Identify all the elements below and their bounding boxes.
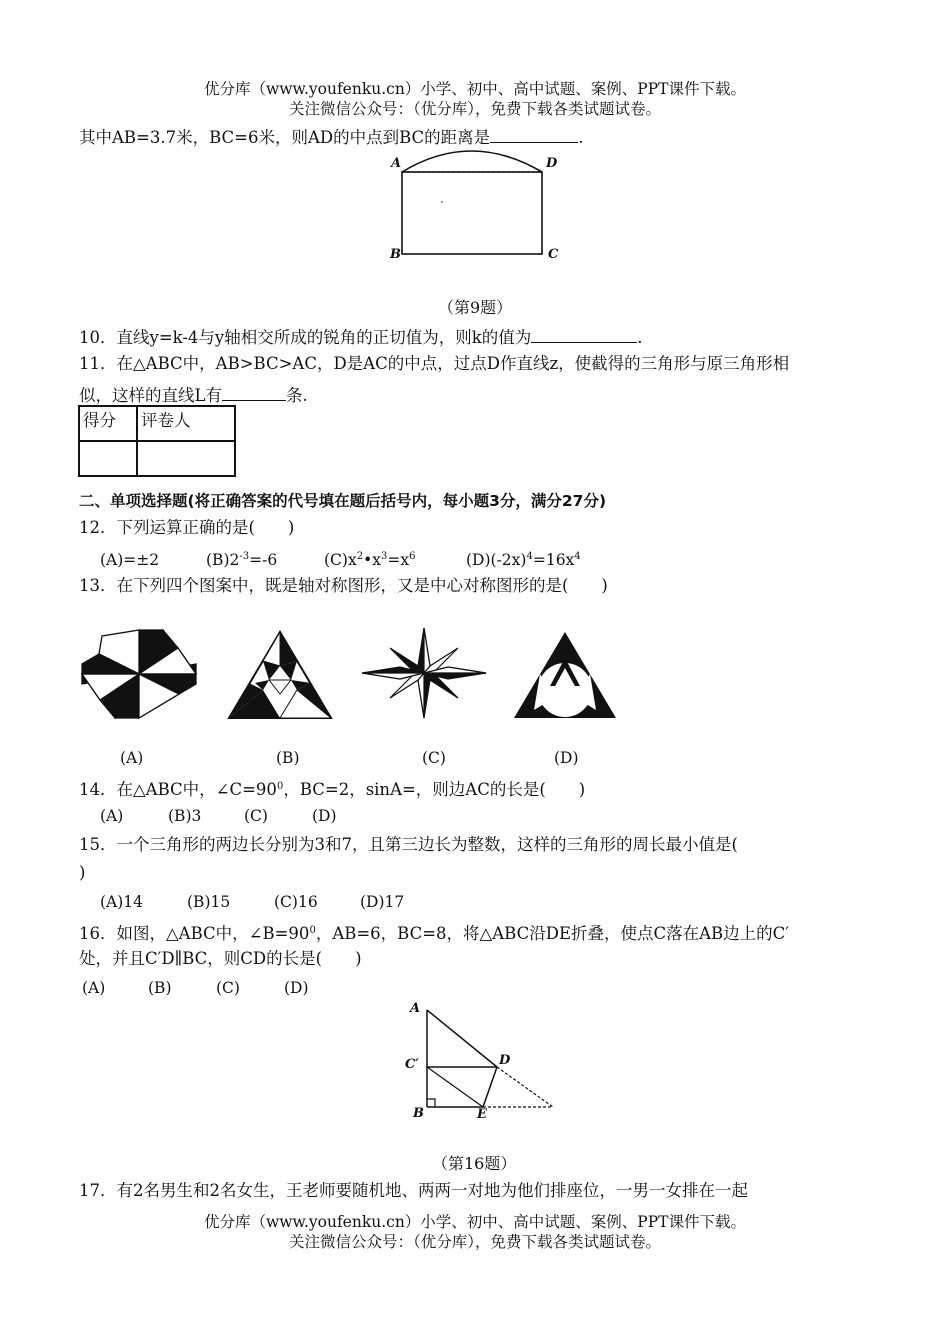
- q9-text: 其中AB=3.7米，BC=6米，则AD的中点到BC的距离是 .: [79, 125, 583, 149]
- q14-options: [100, 805, 337, 827]
- q13-label-c[interactable]: (C): [422, 749, 446, 767]
- q11-line-2: 似，这样的直线L有 条.: [79, 383, 308, 407]
- q13-label-b[interactable]: (B): [276, 749, 300, 767]
- q13-figure-b: [225, 628, 335, 720]
- q12-option-d[interactable]: $(D)(-2x)^4=16x^4$: [466, 551, 581, 569]
- score-table-header-grader: 评卷人: [137, 406, 235, 441]
- q12-option-b[interactable]: $(B)2^{-3}=-6$: [206, 551, 278, 569]
- section2-title: 二、单项选择题(将正确答案的代号填在题后括号内，每小题3分，满分27分): [79, 492, 607, 510]
- q13-figure-d: [510, 628, 620, 720]
- q14-option-c[interactable]: (C): [244, 807, 268, 825]
- q14-stem: 14．在△ABC中，$\angle C=90^0$，BC=2，sinA=，则边AC的长是( ): [79, 780, 586, 799]
- q16-figure: [405, 1000, 565, 1120]
- q16-label-a: A: [410, 1001, 421, 1016]
- q16-line-2: 处，并且C′D∥BC，则CD的长是( ): [79, 949, 362, 968]
- header-line-2: 关注微信公众号：（优分库），免费下载各类试题试卷。: [288, 100, 661, 118]
- q9-label-c: C: [548, 247, 559, 262]
- q16-option-d[interactable]: (D): [284, 979, 309, 997]
- q9-figure: [385, 142, 565, 267]
- q16-line-1: 16．如图，△ABC中，$\angle B=90^0$，AB=6，BC=8，将△ABC沿DE折叠，使点C落在AB边上的C′: [79, 924, 790, 943]
- footer-line-1: 优分库（www.youfenku.cn）小学、初中、高中试题、案例、PPT课件下载。: [203, 1213, 747, 1231]
- q9-label-a: A: [391, 156, 402, 171]
- q14-option-a[interactable]: (A): [100, 807, 124, 825]
- q13-figure-a: [78, 628, 200, 720]
- q9-caption: （第9题）: [438, 298, 513, 317]
- score-cell[interactable]: [79, 441, 137, 476]
- q15-option-c[interactable]: (C)16: [274, 893, 318, 911]
- q16-options: [82, 977, 309, 999]
- q9-answer-blank[interactable]: [490, 125, 578, 143]
- q16-label-d: D: [499, 1053, 511, 1068]
- q15-option-b[interactable]: (B)15: [187, 893, 231, 911]
- q15-line-1: 15．一个三角形的两边长分别为3和7，且第三边长为整数，这样的三角形的周长最小值是(: [79, 835, 738, 854]
- q10-text: 10．直线y=k-4与y轴相交所成的锐角的正切值为，则k的值为 .: [79, 325, 643, 349]
- q16-option-a[interactable]: (A): [82, 979, 106, 997]
- q12-option-c[interactable]: $(C)x^2•x^3=x^6$: [324, 551, 416, 569]
- score-table-header-score: 得分: [79, 406, 137, 441]
- q9-label-d: D: [546, 156, 558, 171]
- q14-option-d[interactable]: (D): [312, 807, 337, 825]
- footer-line-2: 关注微信公众号：（优分库），免费下载各类试题试卷。: [288, 1233, 661, 1251]
- q15-options: [100, 891, 404, 913]
- header-line-1: 优分库（www.youfenku.cn）小学、初中、高中试题、案例、PPT课件下载。: [203, 80, 747, 98]
- q16-caption: （第16题）: [432, 1154, 517, 1173]
- q11-answer-blank[interactable]: [222, 383, 286, 401]
- q15-option-d[interactable]: (D)17: [360, 893, 405, 911]
- q13-figure-c: [360, 626, 488, 720]
- score-table: [78, 405, 236, 477]
- q13-stem: 13．在下列四个图案中，既是轴对称图形，又是中心对称图形的是( ): [79, 576, 608, 595]
- grader-cell[interactable]: [137, 441, 235, 476]
- q13-label-d[interactable]: (D): [554, 749, 579, 767]
- q9-label-b: B: [390, 247, 401, 262]
- q17-line-1: 17．有2名男生和2名女生，王老师要随机地、两两一对地为他们排座位，一男一女排在一起: [79, 1181, 748, 1200]
- q12-option-a[interactable]: (A)=±2: [100, 551, 160, 569]
- q15-option-a[interactable]: (A)14: [100, 893, 144, 911]
- q12-options: [100, 546, 581, 571]
- q9-arc: [402, 151, 542, 172]
- q16-label-cprime: C′: [405, 1057, 419, 1072]
- q16-label-b: B: [413, 1106, 424, 1121]
- q14-option-b[interactable]: (B)3: [168, 807, 202, 825]
- q13-label-a[interactable]: (A): [120, 749, 144, 767]
- q13-option-labels: [120, 747, 579, 769]
- q16-label-e: E: [477, 1107, 487, 1122]
- q10-answer-blank[interactable]: [531, 325, 637, 343]
- q15-line-2: ): [79, 863, 86, 882]
- q16-option-b[interactable]: (B): [148, 979, 172, 997]
- q12-stem: 12．下列运算正确的是( ): [79, 518, 295, 537]
- q16-option-c[interactable]: (C): [216, 979, 240, 997]
- q9-rectangle: [402, 172, 542, 254]
- q11-line-1: 11．在△ABC中，AB>BC>AC，D是AC的中点，过点D作直线z，使截得的三角形与原三角形相: [79, 354, 790, 373]
